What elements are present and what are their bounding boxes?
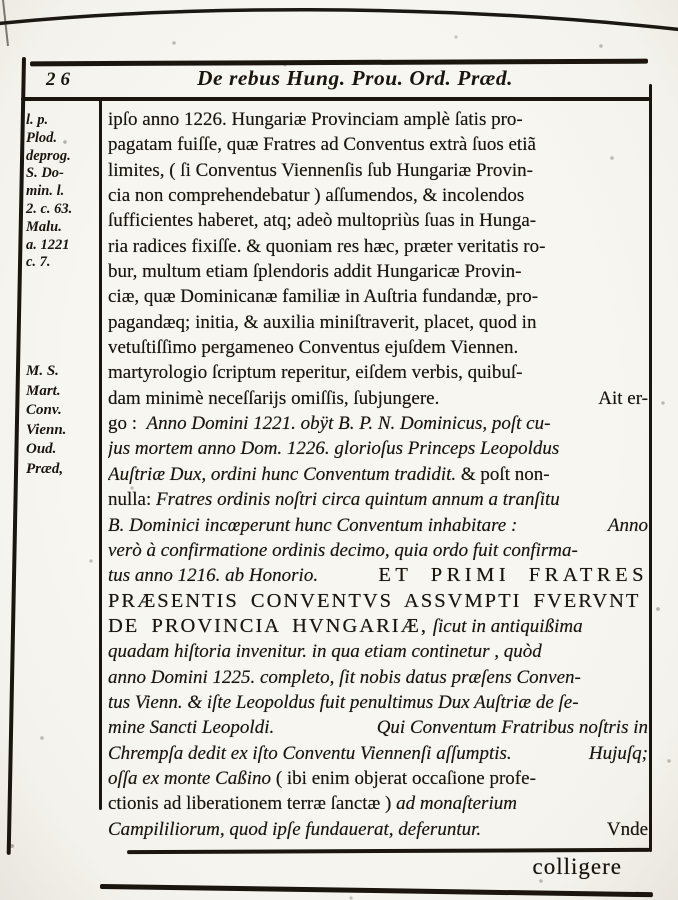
body-text-segment: ria radices fixiſſe. & quoniam res hæc, præter veritatis ro- xyxy=(108,235,546,257)
body-line xyxy=(108,639,648,664)
body-text-segment: ſufficientes haberet, atq; adeò multopriùs ſuas in Hunga- xyxy=(108,210,537,232)
body-line xyxy=(108,513,648,538)
body-text-segment: Campililiorum, quod ipſe fundauerat, deferuntur. xyxy=(108,818,482,840)
body-line xyxy=(108,310,648,335)
margin-note-line: deprog. xyxy=(26,147,71,164)
margin-note-line: Oud. xyxy=(26,441,57,457)
body-text-segment: ſicut in antiquißima xyxy=(427,615,583,637)
text-column xyxy=(108,107,648,847)
body-line xyxy=(108,487,648,512)
body-line xyxy=(108,386,648,411)
body-text-segment: ad monaſterium xyxy=(396,793,517,815)
body-text-segment: pagatam fuiſſe, quæ Fratres ad Conventus extrà ſuos etiã xyxy=(108,134,536,156)
margin-note-line: 2. c. 63. xyxy=(26,200,73,217)
body-text-segment: Ait er- xyxy=(598,387,648,409)
margin-note-line: Conv. xyxy=(26,402,62,418)
body-line xyxy=(108,183,648,208)
body-text-segment: ET PRIMI FRATRES xyxy=(378,564,648,587)
body-text-segment: pagandæq; initia, & auxilia miniſtraverit, placet, quod in xyxy=(108,311,537,333)
body-line xyxy=(108,411,648,436)
body-line xyxy=(108,259,648,284)
body-text-segment: ciæ, quæ Dominicanæ familiæ in Auſtria fundandæ, pro- xyxy=(108,286,539,308)
margin-note-line: M. S. xyxy=(26,363,59,379)
body-line xyxy=(108,715,648,740)
body-line xyxy=(108,436,648,461)
body-line xyxy=(108,208,648,233)
body-text-segment: ctionis ad liberationem terræ ſanctæ ) xyxy=(108,793,397,815)
body-text-segment: DE PROVINCIA HVNGARIÆ, xyxy=(108,614,428,637)
body-text-segment: jus mortem anno Dom. 1226. glorioſus Princeps Leopoldus xyxy=(108,438,560,460)
header-rule-top xyxy=(30,59,648,66)
margin-note-line: min. l. xyxy=(26,183,65,200)
body-line xyxy=(108,563,648,588)
right-border-rule xyxy=(649,84,652,852)
margin-note-line: Plod. xyxy=(26,129,58,146)
bottom-rule-lower xyxy=(100,884,653,897)
body-line xyxy=(108,158,648,183)
bottom-rule-upper xyxy=(127,848,650,854)
body-text-segment: ( ibi enim objerat occaſione profe- xyxy=(275,767,536,789)
margin-note xyxy=(26,112,98,272)
body-text-segment: Anno xyxy=(607,514,648,536)
body-text-segment: go : xyxy=(108,413,147,435)
body-text-segment: PRÆSENTIS CONVENTVS ASSVMPTI FVERVNT xyxy=(108,589,641,612)
body-line xyxy=(108,614,648,639)
body-text-segment: nulla: xyxy=(108,489,157,511)
body-text-segment: verò à confirmatione ordinis decimo, quia ordo fuit confirma- xyxy=(108,539,578,561)
body-line xyxy=(108,462,648,487)
margin-note-line: c. 7. xyxy=(26,254,51,271)
body-line xyxy=(108,234,648,259)
body-line xyxy=(108,538,648,563)
body-text-segment: ipſo anno 1226. Hungariæ Provinciam amplè ſatis pro- xyxy=(108,109,523,130)
body-text-segment: Hujuſq; xyxy=(588,742,648,764)
body-text-segment: B. Dominici incœperunt hunc Conventum inhabitare : xyxy=(108,514,518,536)
body-text-segment: vetuſtiſſimo pergameneo Conventus ejuſdem Viennen. xyxy=(108,337,519,359)
margin-note-line: Vienn. xyxy=(26,421,67,438)
page-number: 26 xyxy=(46,69,75,90)
body-text-segment: quadam hiſtoria invenitur. in qua etiam continetur , quòd xyxy=(108,641,542,663)
body-text-segment: cia non comprehendebatur ) aſſumendos, & incolendos xyxy=(108,185,525,207)
body-text-segment: Qui Conventum Fratribus noſtris in xyxy=(376,717,648,739)
margin-note-line: Malu. xyxy=(26,218,62,235)
body-line xyxy=(108,766,648,791)
body-line xyxy=(108,335,648,360)
margin-note-line: Præd, xyxy=(26,460,64,477)
margin-note-line: l. p. xyxy=(26,112,49,128)
margin-note xyxy=(26,362,98,479)
scan-noise xyxy=(0,0,2,2)
header-rule-bottom xyxy=(21,97,650,101)
body-text-segment: anno Domini 1225. completo, ſit nobis datus præſens Conven- xyxy=(108,666,581,688)
body-line xyxy=(108,791,648,816)
body-line xyxy=(108,817,648,842)
body-text-segment: Fratres ordinis noſtri circa quintum annum a tranſitu xyxy=(156,489,560,511)
left-border-rule xyxy=(7,57,26,855)
body-text-segment: & poſt non- xyxy=(456,463,550,485)
catchword: colligere xyxy=(532,854,622,879)
margin-divider-rule xyxy=(99,100,102,810)
margin-note-line: a. 1221 xyxy=(26,236,70,253)
body-text-segment: mine Sancti Leopoldi. xyxy=(108,717,275,739)
body-line xyxy=(108,107,648,132)
body-text-segment: Vnde xyxy=(606,818,648,840)
body-text-segment: Chrempſa dedit ex iſto Conventu Viennenſi aſſumptis. xyxy=(108,742,512,764)
margin-note-line: S. Do- xyxy=(26,165,64,182)
running-title: De rebus Hung. Prou. Ord. Præd. xyxy=(197,66,513,90)
body-text-segment: Auſtriæ Dux, ordini hunc Conventum tradidit. xyxy=(108,463,457,485)
body-line xyxy=(108,589,648,614)
body-line xyxy=(108,284,648,309)
body-line xyxy=(108,132,648,157)
body-line xyxy=(108,360,648,385)
body-text-segment: oſſa ex monte Caßino xyxy=(108,767,276,789)
body-text-segment: dam minimè neceſſarijs omiſſis, ſubjungere. xyxy=(108,387,440,409)
page-edge-curve xyxy=(0,0,678,52)
margin-note-line: Mart. xyxy=(26,382,61,399)
body-text-segment: martyrologio ſcriptum reperitur, eiſdem verbis, quibuſ- xyxy=(108,362,523,384)
body-text-segment: Anno Domini 1221. obÿt B. P. N. Dominicus, poſt cu- xyxy=(146,413,551,435)
body-text-segment: tus Vienn. & iſte Leopoldus fuit penultimus Dux Auſtriæ de ſe- xyxy=(108,691,579,713)
body-text-segment: bur, multum etiam ſplendoris addit Hungaricæ Provin- xyxy=(108,261,522,283)
body-text-segment: tus anno 1216. ab Honorio. xyxy=(108,565,319,587)
body-line xyxy=(108,690,648,715)
body-line xyxy=(108,741,648,766)
body-line xyxy=(108,665,648,690)
body-text-segment: limites, ( ſi Conventus Viennenſis ſub Hungariæ Provin- xyxy=(108,159,533,181)
